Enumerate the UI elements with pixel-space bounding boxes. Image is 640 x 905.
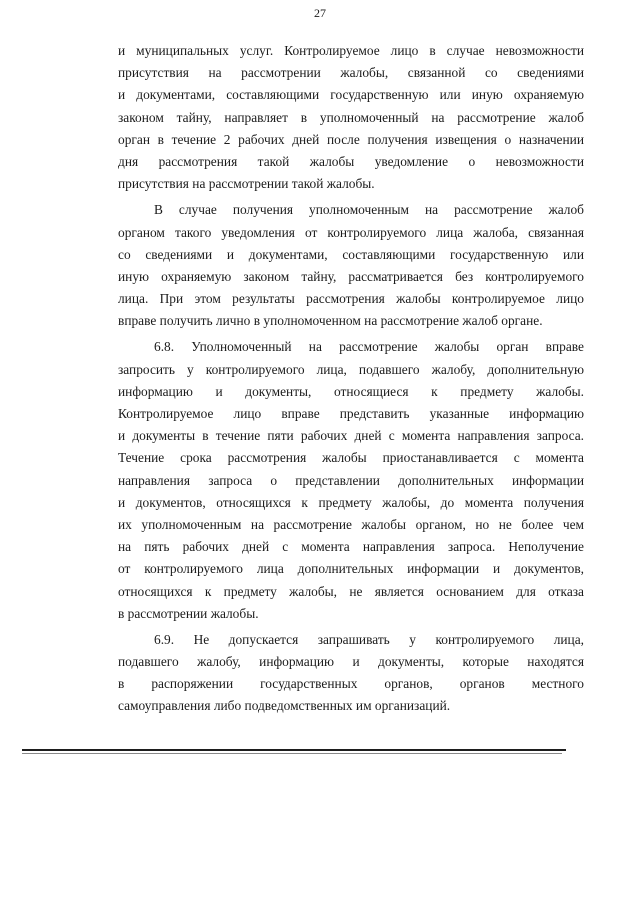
text-line: дня рассмотрения такой жалобы уведомление о невозможности — [118, 153, 584, 169]
text-line: в рассмотрении жалобы. — [118, 605, 259, 621]
text-line: от контролируемого лица дополнительных информации и документов, — [118, 561, 584, 577]
text-line: В случае получения уполномоченным на рассмотрение жалоб — [154, 202, 584, 218]
text-line: Течение срока рассмотрения жалобы приостанавливается с момента — [118, 450, 584, 466]
text-line: направления запроса о представлении дополнительных информации — [118, 472, 584, 488]
separator-line — [22, 749, 566, 751]
document-body — [118, 40, 584, 722]
text-line: их уполномоченным на рассмотрение жалобы органом, но не более чем — [118, 516, 584, 532]
text-line: со сведениями и документами, составляющими государственную или — [118, 246, 584, 262]
text-line: присутствия на рассмотрении такой жалобы. — [118, 176, 375, 192]
text-line: 6.8. Уполномоченный на рассмотрение жалобы орган вправе — [154, 339, 584, 355]
text-line: 6.9. Не допускается запрашивать у контролируемого лица, — [154, 631, 584, 647]
text-line: органом такого уведомления от контролируемого лица жалоба, связанная — [118, 224, 584, 240]
page-number: 27 — [314, 6, 326, 20]
text-line: запросить у контролируемого лица, подавшего жалобу, дополнительную — [118, 361, 584, 377]
text-line: Контролируемое лицо вправе представить указанные информацию — [118, 406, 584, 421]
text-line: информацию и документы, относящиеся к предмету жалобы. — [118, 383, 584, 399]
text-line: законом тайну, направляет в уполномоченный на рассмотрение жалоб — [118, 109, 584, 125]
paragraph-review-without-party — [118, 199, 584, 332]
text-line: орган в течение 2 рабочих дней после получения извещения о назначении — [118, 131, 584, 147]
text-line: вправе получить лично в уполномоченном на рассмотрение жалоб органе. — [118, 313, 543, 329]
separator-line-shadow — [22, 753, 562, 754]
text-line: лица. При этом результаты рассмотрения жалобы контролируемое лицо — [118, 291, 584, 307]
text-line: и документов, относящихся к предмету жалобы, до момента получения — [118, 494, 584, 510]
paragraph-section-6-9 — [118, 629, 584, 718]
text-line: иную охраняемую законом тайну, рассматривается без контролируемого — [118, 268, 584, 284]
text-line: присутствия на рассмотрении жалобы, связанной со сведениями — [118, 65, 584, 81]
text-line: самоуправления либо подведомственных им организаций. — [118, 698, 451, 714]
paragraph-notice-of-absence — [118, 40, 584, 195]
text-line: в распоряжении государственных органов, органов местного — [118, 676, 584, 692]
text-line: и муниципальных услуг. Контролируемое лицо в случае невозможности — [118, 43, 584, 58]
text-line: и документы в течение пяти рабочих дней с момента направления запроса. — [118, 428, 584, 444]
text-line: на пять рабочих дней с момента направления запроса. Неполучение — [118, 539, 584, 555]
text-line: подавшего жалобу, информацию и документы, которые находятся — [118, 654, 584, 670]
paragraph-section-6-8 — [118, 336, 584, 624]
text-line: и документами, составляющими государственную или иную охраняемую — [118, 87, 584, 103]
text-line: относящихся к предмету жалобы, не является основанием для отказа — [118, 583, 584, 599]
